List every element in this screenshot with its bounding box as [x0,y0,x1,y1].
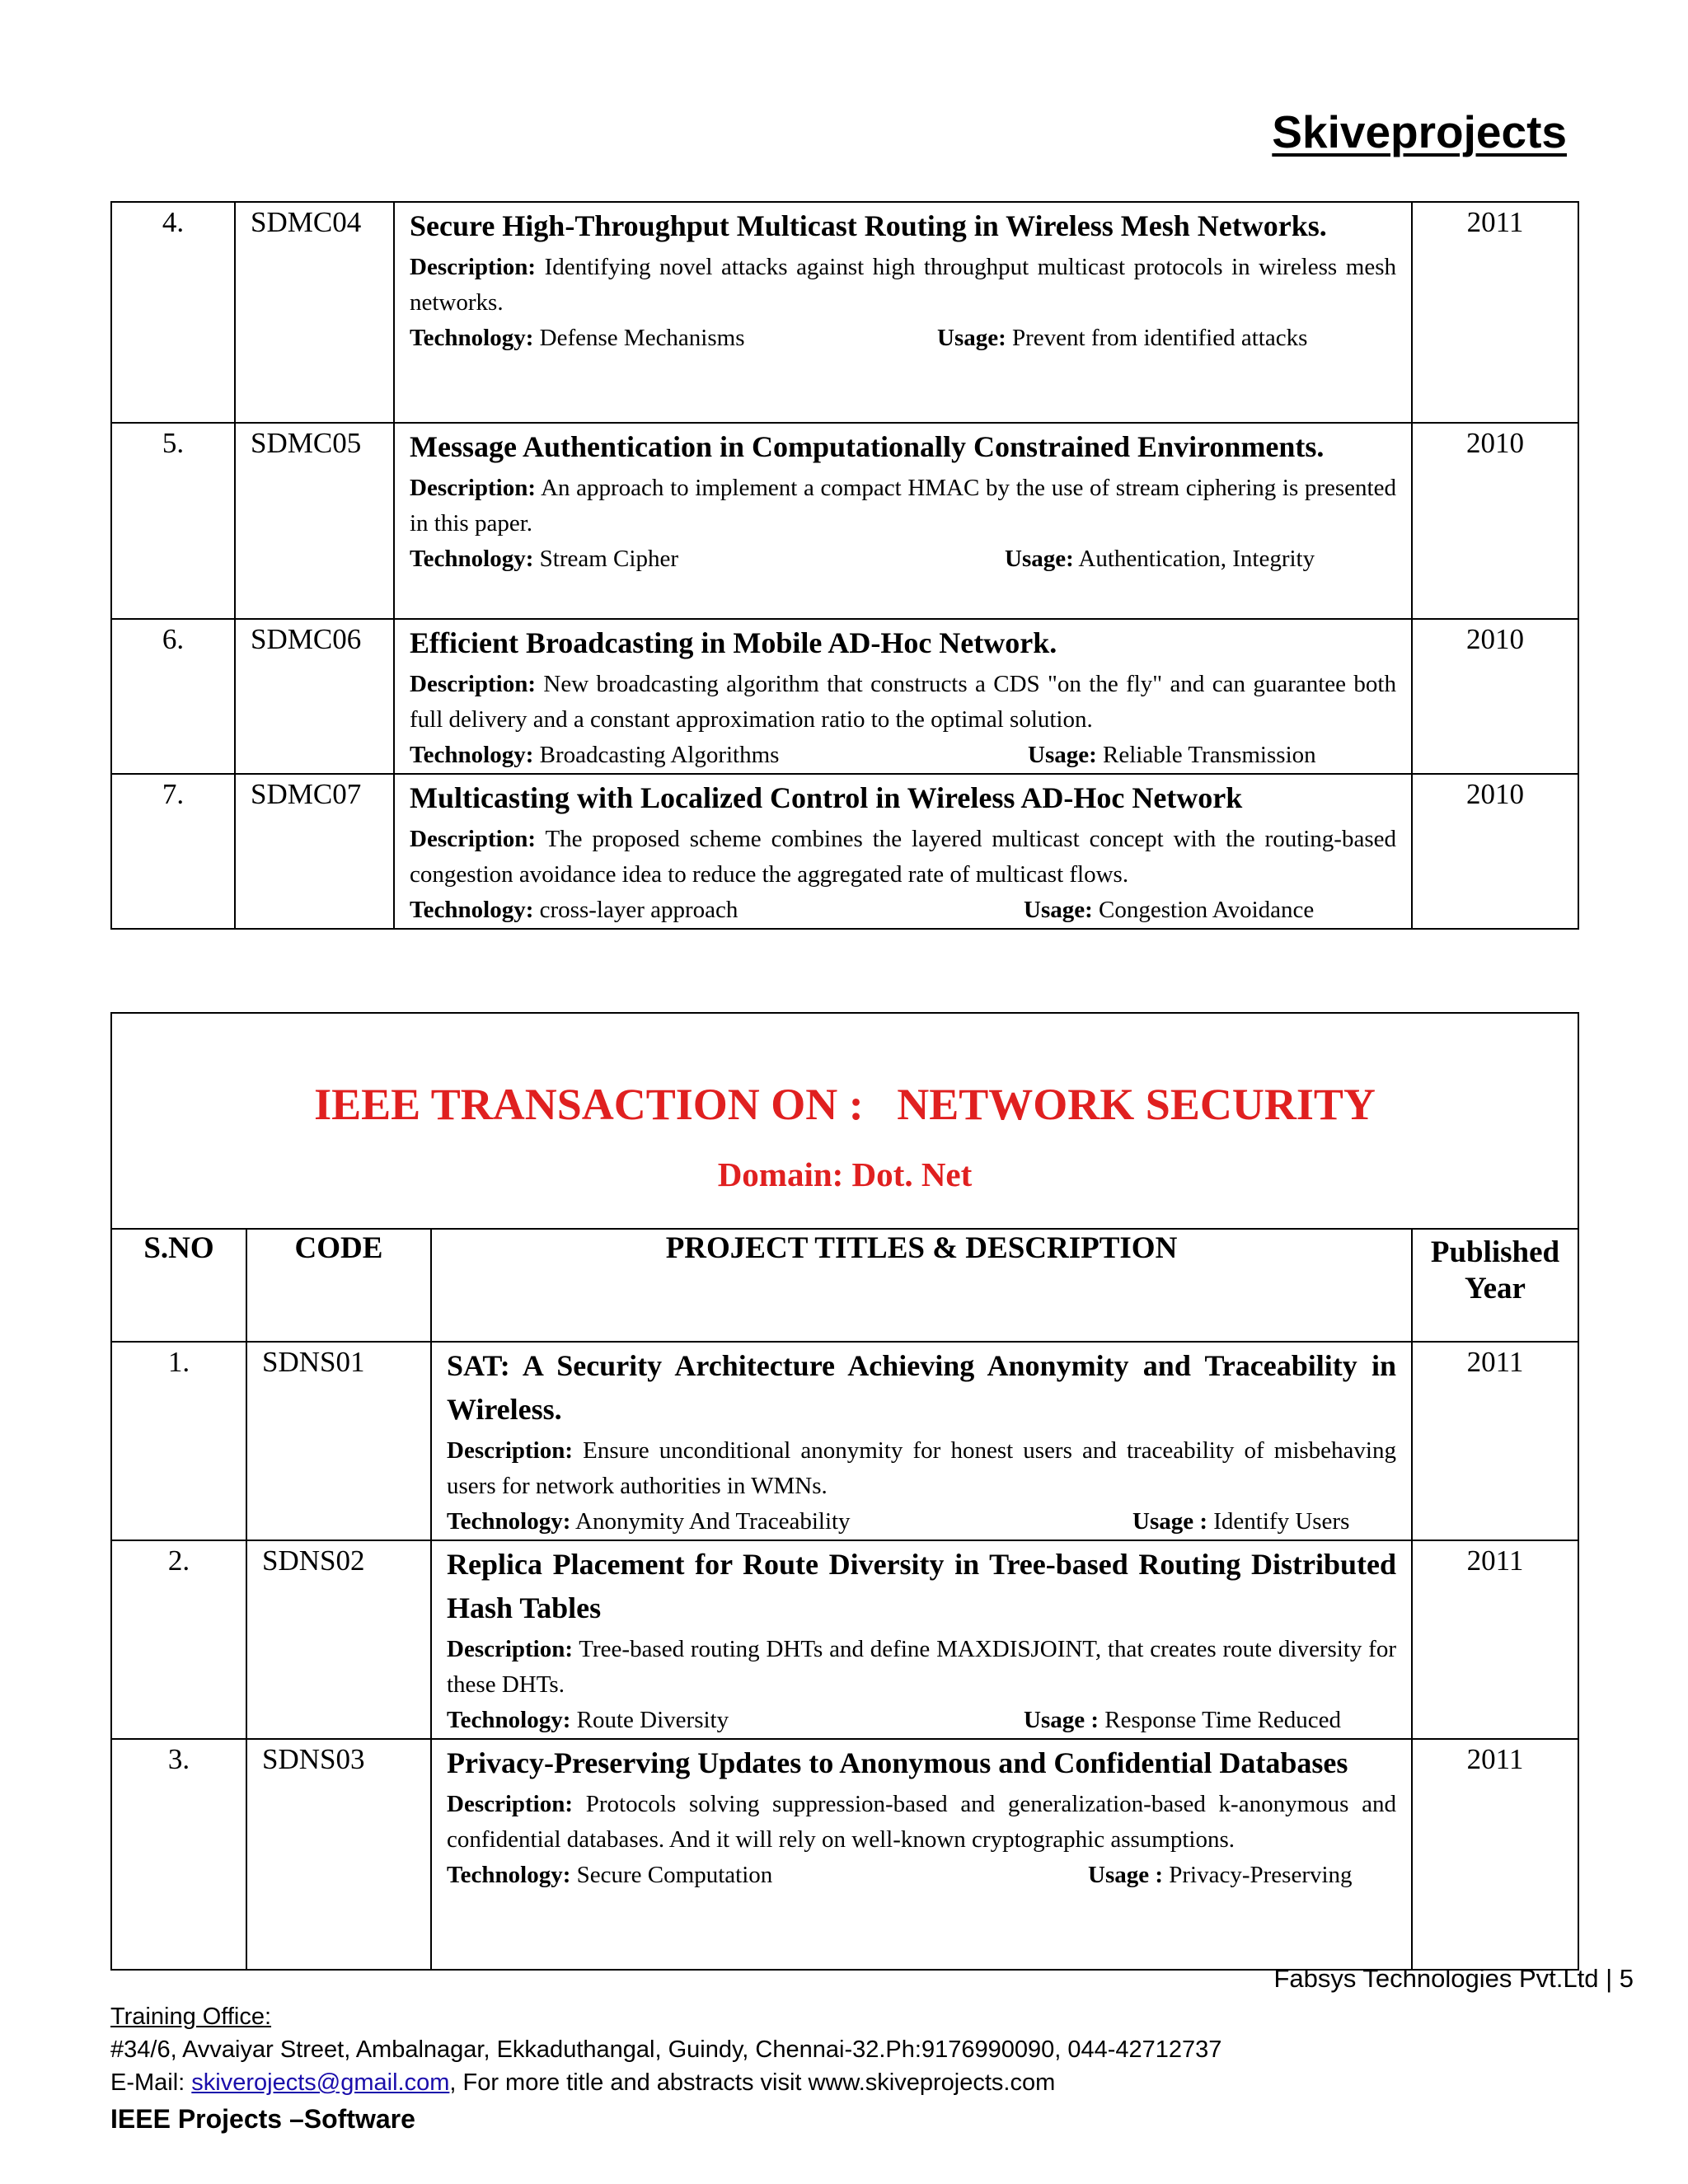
description-text: An approach to implement a compact HMAC by the use of stream ciphering is presented in this paper. [410,475,1396,537]
technology [410,546,678,572]
row-code: SDNS03 [246,1739,431,1970]
usage-label: Usage: [1028,742,1097,768]
project-description [410,471,1396,541]
usage-value: Response Time Reduced [1099,1707,1342,1733]
row-year: 2010 [1412,774,1578,929]
row-sno: 4. [111,202,235,423]
table-row [111,423,1578,619]
row-details [431,1540,1412,1739]
project-title: Message Authentication in Computationally Constrained Environments. [410,430,1325,463]
description-label: Description: [410,826,537,852]
tech-usage-row [447,1504,1396,1540]
technology-label: Technology: [447,1707,571,1733]
row-sno: 6. [111,619,235,774]
project-description [410,250,1396,321]
usage-value: Authentication, Integrity [1073,546,1315,572]
technology-value: Defense Mechanisms [533,325,745,351]
technology-value: Secure Computation [570,1862,773,1888]
technology [447,1508,851,1535]
technology [410,325,745,351]
project-description [410,667,1396,738]
usage-value: Reliable Transmission [1096,742,1316,768]
description-text: Tree-based routing DHTs and define MAXDISJOINT, that creates route diversity for these DHTs. [447,1636,1396,1698]
technology-label: Technology: [410,546,534,572]
table-row [111,1342,1578,1540]
row-details [431,1739,1412,1970]
description-text: Ensure unconditional anonymity for honest users and traceability of misbehaving users for network authorities in WMNs. [447,1437,1396,1499]
project-title: Replica Placement for Route Diversity in Tree-based Routing Distributed Hash Tables [447,1548,1396,1624]
project-title: Secure High-Throughput Multicast Routing in Wireless Mesh Networks. [410,209,1327,242]
row-year: 2011 [1412,1739,1578,1970]
usage-value: Congestion Avoidance [1092,897,1315,923]
contact-line [110,2069,1055,2097]
section-header [111,1013,1578,1229]
description-label: Description: [410,671,537,697]
office-address: #34/6, Avvaiyar Street, Ambalnagar, Ekkaduthangal, Guindy, Chennai-32.Ph:9176990090, 044-42712737 [110,2036,1222,2063]
technology-value: Route Diversity [570,1707,729,1733]
tech-usage-row [447,1858,1396,1893]
usage [1028,738,1316,772]
technology [447,1707,729,1733]
usage-label: Usage : [1088,1862,1164,1888]
usage-label: Usage: [1024,897,1093,923]
tech-usage-row [410,893,1396,928]
technology-value: cross-layer approach [533,897,738,923]
project-title: Multicasting with Localized Control in Wireless AD-Hoc Network [410,781,1243,814]
row-details [394,619,1412,774]
usage [1024,893,1314,927]
usage [1088,1858,1353,1892]
row-code: SDMC07 [235,774,394,929]
description-label: Description: [447,1636,574,1662]
usage-value: Identify Users [1207,1508,1350,1535]
usage [1132,1504,1349,1539]
row-sno: 2. [111,1540,246,1739]
description-label: Description: [410,254,537,280]
section-title: IEEE TRANSACTION ON : NETWORK SECURITY [314,1080,1376,1129]
email-suffix: , For more title and abstracts visit www.skiveprojects.com [449,2069,1056,2096]
technology-label: Technology: [447,1508,571,1535]
tech-usage-row [410,541,1396,577]
description-label: Description: [410,475,537,501]
row-code: SDMC05 [235,423,394,619]
row-code: SDNS01 [246,1342,431,1540]
technology-label: Technology: [410,742,534,768]
row-code: SDMC04 [235,202,394,423]
technology-value: Anonymity And Traceability [570,1508,851,1535]
technology-label: Technology: [447,1862,571,1888]
technology [447,1862,772,1888]
project-description [447,1787,1396,1858]
technology-value: Stream Cipher [533,546,678,572]
description-text: The proposed scheme combines the layered multicast concept with the routing-based congestion avoidance idea to reduce the aggregated rate of multicast flows. [410,826,1396,888]
col-header-code: CODE [246,1229,431,1342]
table-row [111,1540,1578,1739]
email-link[interactable]: skiverojects@gmail.com [191,2069,450,2096]
description-text: Protocols solving suppression-based and generalization-based k-anonymous and confidential databases. And it will rely on well-known cryptographic assumptions. [447,1791,1396,1853]
row-sno: 3. [111,1739,246,1970]
category-label: IEEE Projects –Software [110,2104,415,2134]
row-details [431,1342,1412,1540]
tech-usage-row [410,321,1396,356]
project-description [410,822,1396,893]
column-header-row [111,1229,1578,1342]
table-row [111,1739,1578,1970]
email-prefix: E-Mail: [110,2069,192,2096]
technology-label: Technology: [410,897,534,923]
usage-value: Privacy-Preserving [1163,1862,1353,1888]
usage-label: Usage : [1024,1707,1100,1733]
description-label: Description: [447,1437,574,1464]
technology [410,742,779,768]
usage [1005,541,1315,576]
row-sno: 5. [111,423,235,619]
table-row [111,619,1578,774]
row-sno: 7. [111,774,235,929]
usage [1024,1703,1341,1737]
project-title: SAT: A Security Architecture Achieving Anonymity and Traceability in Wireless. [447,1349,1396,1426]
row-year: 2011 [1412,202,1578,423]
usage-label: Usage: [1005,546,1074,572]
project-description [447,1632,1396,1703]
project-title: Efficient Broadcasting in Mobile AD-Hoc Network. [410,626,1057,659]
usage [937,321,1307,355]
description-label: Description: [447,1791,574,1817]
row-code: SDMC06 [235,619,394,774]
row-year: 2010 [1412,619,1578,774]
project-title: Privacy-Preserving Updates to Anonymous and Confidential Databases [447,1746,1348,1779]
col-header-sno: S.NO [111,1229,246,1342]
row-sno: 1. [111,1342,246,1540]
description-text: Identifying novel attacks against high throughput multicast protocols in wireless mesh networks. [410,254,1396,316]
project-table-network-security [110,1012,1579,1971]
brand-header: Skiveprojects [1272,106,1567,157]
usage-label: Usage: [937,325,1006,351]
row-year: 2010 [1412,423,1578,619]
row-details [394,423,1412,619]
row-details [394,202,1412,423]
col-header-year: Published Year [1412,1229,1578,1342]
office-label: Training Office: [110,2004,272,2030]
description-text: New broadcasting algorithm that constructs a CDS "on the fly" and can guarantee both full delivery and a constant approximation ratio to the optimal solution. [410,671,1396,733]
technology-label: Technology: [410,325,534,351]
row-details [394,774,1412,929]
col-header-titles: PROJECT TITLES & DESCRIPTION [431,1229,1412,1342]
row-code: SDNS02 [246,1540,431,1739]
technology [410,897,738,923]
tech-usage-row [447,1703,1396,1738]
table-row [111,774,1578,929]
row-year: 2011 [1412,1342,1578,1540]
project-description [447,1433,1396,1504]
tech-usage-row [410,738,1396,773]
table-row [111,202,1578,423]
technology-value: Broadcasting Algorithms [533,742,780,768]
usage-label: Usage : [1132,1508,1208,1535]
section-domain: Domain: Dot. Net [717,1155,973,1193]
usage-value: Prevent from identified attacks [1006,325,1308,351]
row-year: 2011 [1412,1540,1578,1739]
project-table-mobile-computing [110,201,1579,930]
company-footer: Fabsys Technologies Pvt.Ltd | 5 [1273,1964,1634,1993]
